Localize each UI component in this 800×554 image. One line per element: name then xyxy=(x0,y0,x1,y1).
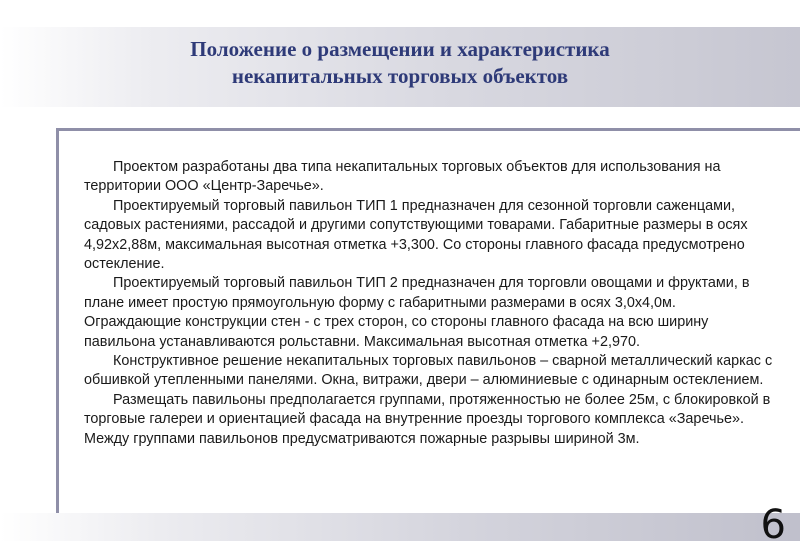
paragraph-type-2: Проектируемый торговый павильон ТИП 2 предназначен для торговли овощами и фруктами, в плане имеет простую прямоугольную форму с габаритными размерами в осях 3,0х4,0м. Ограждающие конструкции стен - с трех сторон, со стороны главного фасада на всю ширину павильона устанавливаются рольставни. Максимальная высотная отметка +2,970. xyxy=(84,275,750,350)
page-title-line-2: некапитальных торговых объектов xyxy=(231,64,569,88)
body-text xyxy=(84,158,774,449)
paragraph-type-1: Проектируемый торговый павильон ТИП 1 предназначен для сезонной торговли саженцами, садовых растениями, рассадой и другими сопутствующими товарами. Габаритные размеры в осях 4,92х2,88м, максимальная высотная отметка +3,300. Со стороны главного фасада предусмотрено остекление. xyxy=(84,197,748,273)
footer-band xyxy=(0,513,800,541)
paragraph-intro: Проектом разработаны два типа некапитальных торговых объектов для использования на территории ООО «Центр-Заречье». xyxy=(84,159,721,195)
page-title xyxy=(0,36,800,90)
page-number: 6 xyxy=(760,502,786,548)
paragraph-construction: Конструктивное решение некапитальных торговых павильонов – сварной металлический каркас с обшивкой утепленными панелями. Окна, витражи, двери – алюминиевые с одинарным остеклением. xyxy=(84,353,773,389)
paragraph-placement: Размещать павильоны предполагается группами, протяженностью не более 25м, с блокировкой в торговые галереи и ориентацией фасада на внутренние проезды торгового комплекса «Заречье». Между группами павильонов предусматриваются пожарные разрывы шириной 3м. xyxy=(84,391,771,447)
page-title-line-1: Положение о размещении и характеристика xyxy=(190,37,610,61)
